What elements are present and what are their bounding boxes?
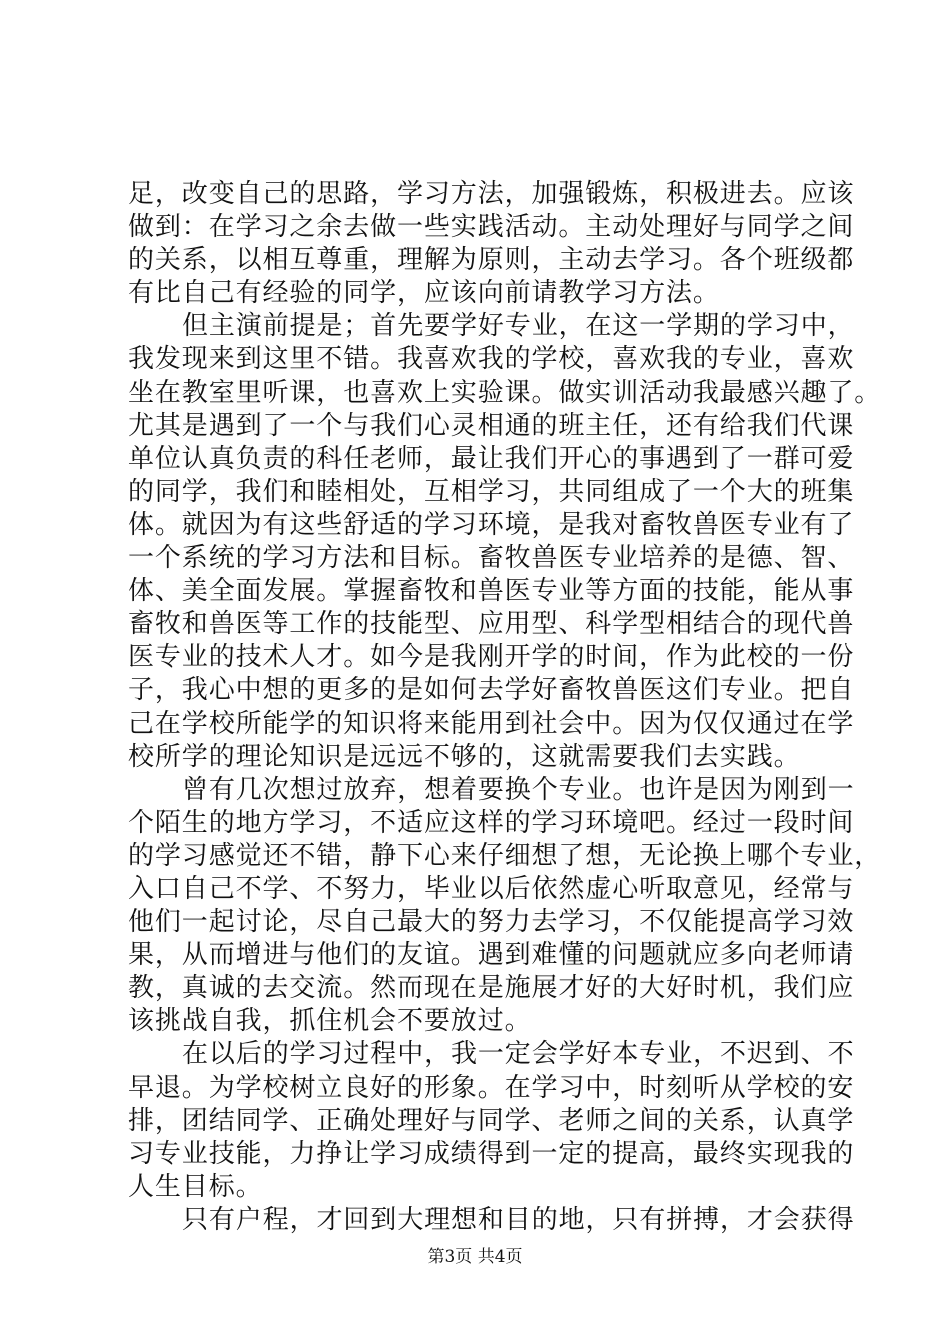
text-line: 体。就因为有这些舒适的学习环境，是我对畜牧兽医专业有了 xyxy=(128,509,855,540)
text-line: 排，团结同学、正确处理好与同学、老师之间的关系，认真学 xyxy=(128,1105,855,1136)
page-footer: 第3页 共4页 xyxy=(427,1247,523,1267)
text-line: 的同学，我们和睦相处，互相学习，共同组成了一个大的班集 xyxy=(128,476,855,507)
text-line: 尤其是遇到了一个与我们心灵相通的班主任，还有给我们代课 xyxy=(128,410,855,441)
text-line: 曾有几次想过放弃，想着要换个专业。也许是因为刚到一 xyxy=(182,774,855,805)
document-body xyxy=(128,178,882,1237)
text-line: 我发现来到这里不错。我喜欢我的学校，喜欢我的专业，喜欢 xyxy=(128,344,855,375)
text-line: 子，我心中想的更多的是如何去学好畜牧兽医这们专业。把自 xyxy=(128,675,855,706)
text-line: 入口自己不学、不努力，毕业以后依然虚心听取意见，经常与 xyxy=(128,873,855,904)
text-line: 在以后的学习过程中，我一定会学好本专业，不迟到、不 xyxy=(182,1039,855,1070)
text-line: 果，从而增进与他们的友谊。遇到难懂的问题就应多向老师请 xyxy=(128,940,855,971)
text-line: 的关系，以相互尊重，理解为原则，主动去学习。各个班级都 xyxy=(128,245,855,276)
text-line: 有比自己有经验的同学，应该向前请教学习方法。 xyxy=(128,278,720,309)
text-line: 只有户程，才回到大理想和目的地，只有拼搏，才会获得 xyxy=(182,1204,855,1235)
text-line: 单位认真负责的科任老师，最让我们开心的事遇到了一群可爱 xyxy=(128,443,855,474)
text-line: 坐在教室里听课，也喜欢上实验课。做实训活动我最感兴趣了。 xyxy=(128,377,882,408)
text-line: 该挑战自我，抓住机会不要放过。 xyxy=(128,1006,532,1037)
text-line: 个陌生的地方学习，不适应这样的学习环境吧。经过一段时间 xyxy=(128,807,855,838)
text-line: 他们一起讨论，尽自己最大的努力去学习，不仅能提高学习效 xyxy=(128,907,855,938)
text-line: 校所学的理论知识是远远不够的，这就需要我们去实践。 xyxy=(128,741,801,772)
text-line: 早退。为学校树立良好的形象。在学习中，时刻听从学校的安 xyxy=(128,1072,855,1103)
text-line: 人生目标。 xyxy=(128,1171,263,1202)
paragraph xyxy=(128,1038,855,1203)
text-line: 体、美全面发展。掌握畜牧和兽医专业等方面的技能，能从事 xyxy=(128,576,855,607)
text-line: 做到：在学习之余去做一些实践活动。主动处理好与同学之间 xyxy=(128,212,855,243)
text-line: 教，真诚的去交流。然而现在是施展才好的大好时机，我们应 xyxy=(128,973,855,1004)
text-line: 足，改变自己的思路，学习方法，加强锻炼，积极进去。应该 xyxy=(128,179,855,209)
paragraph xyxy=(128,178,855,310)
text-line: 习专业技能，力挣让学习成绩得到一定的提高，最终实现我的 xyxy=(128,1138,855,1169)
text-line: 一个系统的学习方法和目标。畜牧兽医专业培养的是德、智、 xyxy=(128,543,855,574)
text-line: 但主演前提是；首先要学好专业，在这一学期的学习中， xyxy=(182,311,855,342)
text-line: 己在学校所能学的知识将来能用到社会中。因为仅仅通过在学 xyxy=(128,708,855,739)
paragraph xyxy=(128,310,882,773)
text-line: 的学习感觉还不错，静下心来仔细想了想，无论换上哪个专业， xyxy=(128,840,882,871)
paragraph xyxy=(128,1204,855,1237)
paragraph xyxy=(128,774,882,1039)
text-line: 畜牧和兽医等工作的技能型、应用型、科学型相结合的现代兽 xyxy=(128,609,855,640)
text-line: 医专业的技术人才。如今是我刚开学的时间，作为此校的一份 xyxy=(128,642,855,673)
